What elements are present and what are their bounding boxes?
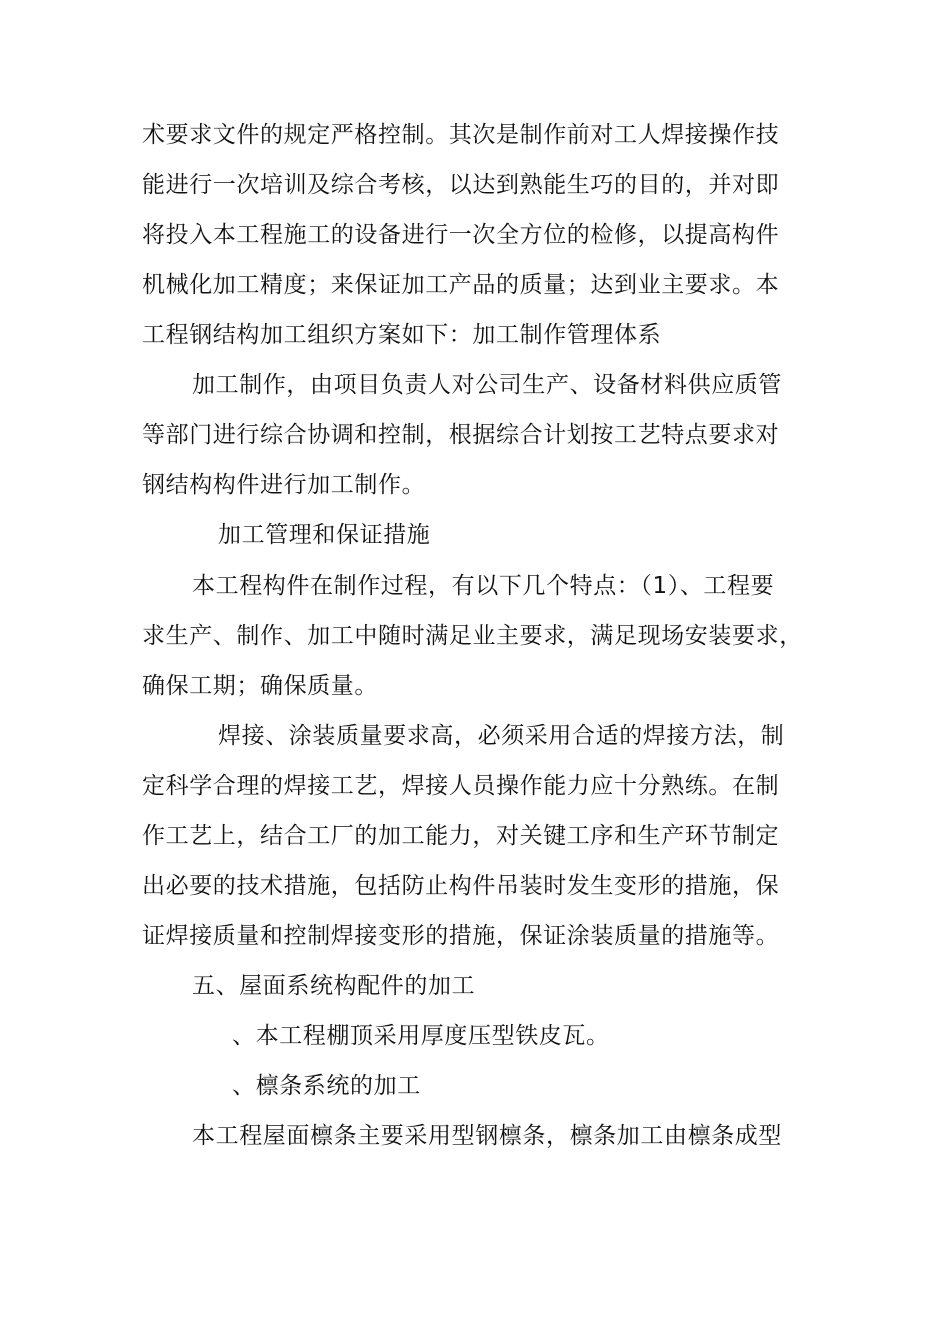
text-line: 定科学合理的焊接工艺，焊接人员操作能力应十分熟练。在制 bbox=[142, 773, 780, 799]
list-item: 、本工程棚顶采用厚度压型铁皮瓦。 bbox=[232, 1023, 610, 1049]
text-line: 本工程屋面檩条主要采用型钢檩条，檩条加工由檩条成型 bbox=[192, 1123, 782, 1149]
text-line: 钢结构构件进行加工制作。 bbox=[142, 472, 426, 498]
text-line: 焊接、涂装质量要求高，必须采用合适的焊接方法，制 bbox=[218, 723, 785, 749]
text-line: 能进行一次培训及综合考核，以达到熟能生巧的目的，并对即 bbox=[142, 172, 780, 198]
text-line: 工程钢结构加工组织方案如下：加工制作管理体系 bbox=[142, 322, 662, 348]
text-line: 等部门进行综合协调和控制，根据综合计划按工艺特点要求对 bbox=[142, 422, 780, 448]
text-line: 机械化加工精度；来保证加工产品的质量；达到业主要求。本 bbox=[142, 272, 780, 298]
text-line: 确保工期；确保质量。 bbox=[142, 673, 378, 699]
text-line: 加工制作，由项目负责人对公司生产、设备材料供应质管 bbox=[192, 372, 782, 398]
text-line: 术要求文件的规定严格控制。其次是制作前对工人焊接操作技 bbox=[142, 122, 780, 148]
section-heading: 加工管理和保证措施 bbox=[218, 522, 431, 548]
text-line: 证焊接质量和控制焊接变形的措施，保证涂装质量的措施等。 bbox=[142, 923, 780, 949]
list-item: 、檩条系统的加工 bbox=[232, 1073, 421, 1099]
text-line: 将投入本工程施工的设备进行一次全方位的检修，以提高构件 bbox=[142, 222, 780, 248]
text-line: 出必要的技术措施，包括防止构件吊装时发生变形的措施，保 bbox=[142, 873, 780, 899]
section-heading: 五、屋面系统构配件的加工 bbox=[192, 973, 476, 999]
text-line: 作工艺上，结合工厂的加工能力，对关键工序和生产环节制定 bbox=[142, 823, 780, 849]
text-line: 本工程构件在制作过程，有以下几个特点：（1）、工程要 bbox=[192, 573, 775, 599]
text-line: 求生产、制作、加工中随时满足业主要求，满足现场安装要求， bbox=[142, 623, 803, 649]
